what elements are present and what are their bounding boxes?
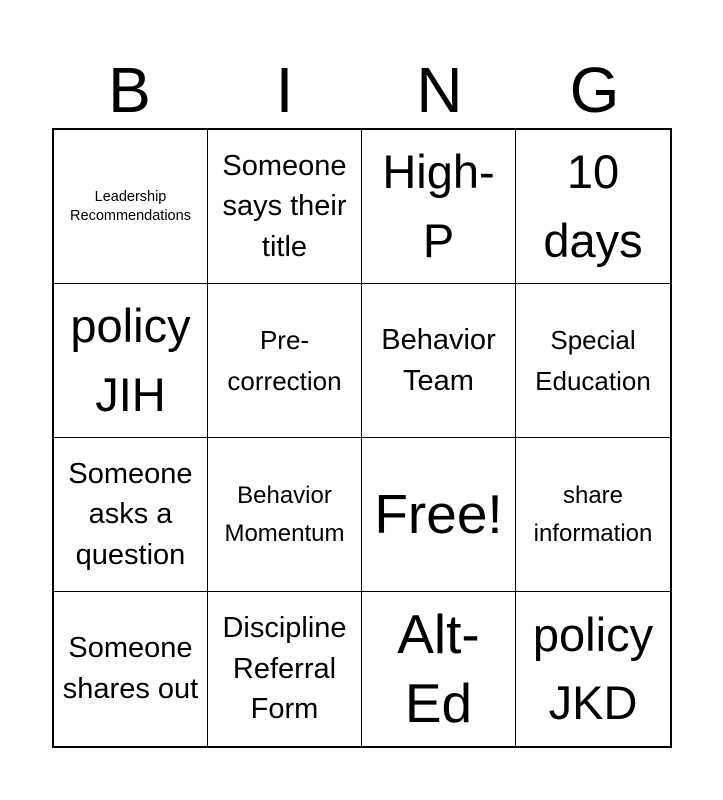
bingo-cell[interactable] bbox=[208, 130, 362, 284]
bingo-cell[interactable] bbox=[54, 592, 208, 746]
bingo-cell-text: Someone says their title bbox=[222, 149, 347, 263]
bingo-cell[interactable] bbox=[516, 130, 670, 284]
bingo-cell[interactable] bbox=[362, 284, 516, 438]
bingo-cell[interactable] bbox=[362, 438, 516, 592]
bingo-cell[interactable] bbox=[362, 592, 516, 746]
bingo-cell[interactable] bbox=[54, 130, 208, 284]
bingo-cell-text: share information bbox=[533, 482, 653, 547]
bingo-cell-text: Leadership Recommendations bbox=[70, 188, 191, 224]
bingo-cell-text: Someone asks a question bbox=[68, 457, 193, 571]
bingo-free-space: Free! bbox=[374, 483, 503, 546]
bingo-cell[interactable] bbox=[516, 284, 670, 438]
bingo-cell-text: Behavior Team bbox=[381, 323, 496, 397]
bingo-cell-text: Pre-correction bbox=[227, 325, 342, 396]
bingo-cell[interactable] bbox=[362, 130, 516, 284]
bingo-cell[interactable] bbox=[516, 438, 670, 592]
header-letter-n: N bbox=[416, 54, 463, 126]
header-letter-g: G bbox=[569, 54, 620, 126]
bingo-cell-text: Special Education bbox=[535, 325, 651, 396]
bingo-cell-text: Alt-Ed bbox=[397, 603, 480, 734]
bingo-cell-text: policy JKD bbox=[532, 607, 654, 729]
bingo-cell-text: 10 days bbox=[543, 145, 643, 267]
bingo-cell[interactable] bbox=[516, 592, 670, 746]
bingo-cell[interactable] bbox=[54, 284, 208, 438]
bingo-cell[interactable] bbox=[208, 438, 362, 592]
bingo-cell[interactable] bbox=[208, 592, 362, 746]
bingo-cell-text: High-P bbox=[382, 145, 495, 267]
bingo-cell-text: Discipline Referral Form bbox=[222, 612, 347, 726]
bingo-card-grid bbox=[52, 128, 672, 748]
bingo-cell[interactable] bbox=[208, 284, 362, 438]
bingo-cell-text: Someone shares out bbox=[62, 632, 199, 705]
bingo-cell[interactable] bbox=[54, 438, 208, 592]
bingo-header bbox=[52, 52, 672, 128]
header-letter-i: I bbox=[275, 54, 294, 126]
header-letter-b: B bbox=[108, 54, 151, 126]
bingo-cell-text: policy JIH bbox=[70, 299, 191, 421]
bingo-cell-text: Behavior Momentum bbox=[224, 482, 345, 547]
